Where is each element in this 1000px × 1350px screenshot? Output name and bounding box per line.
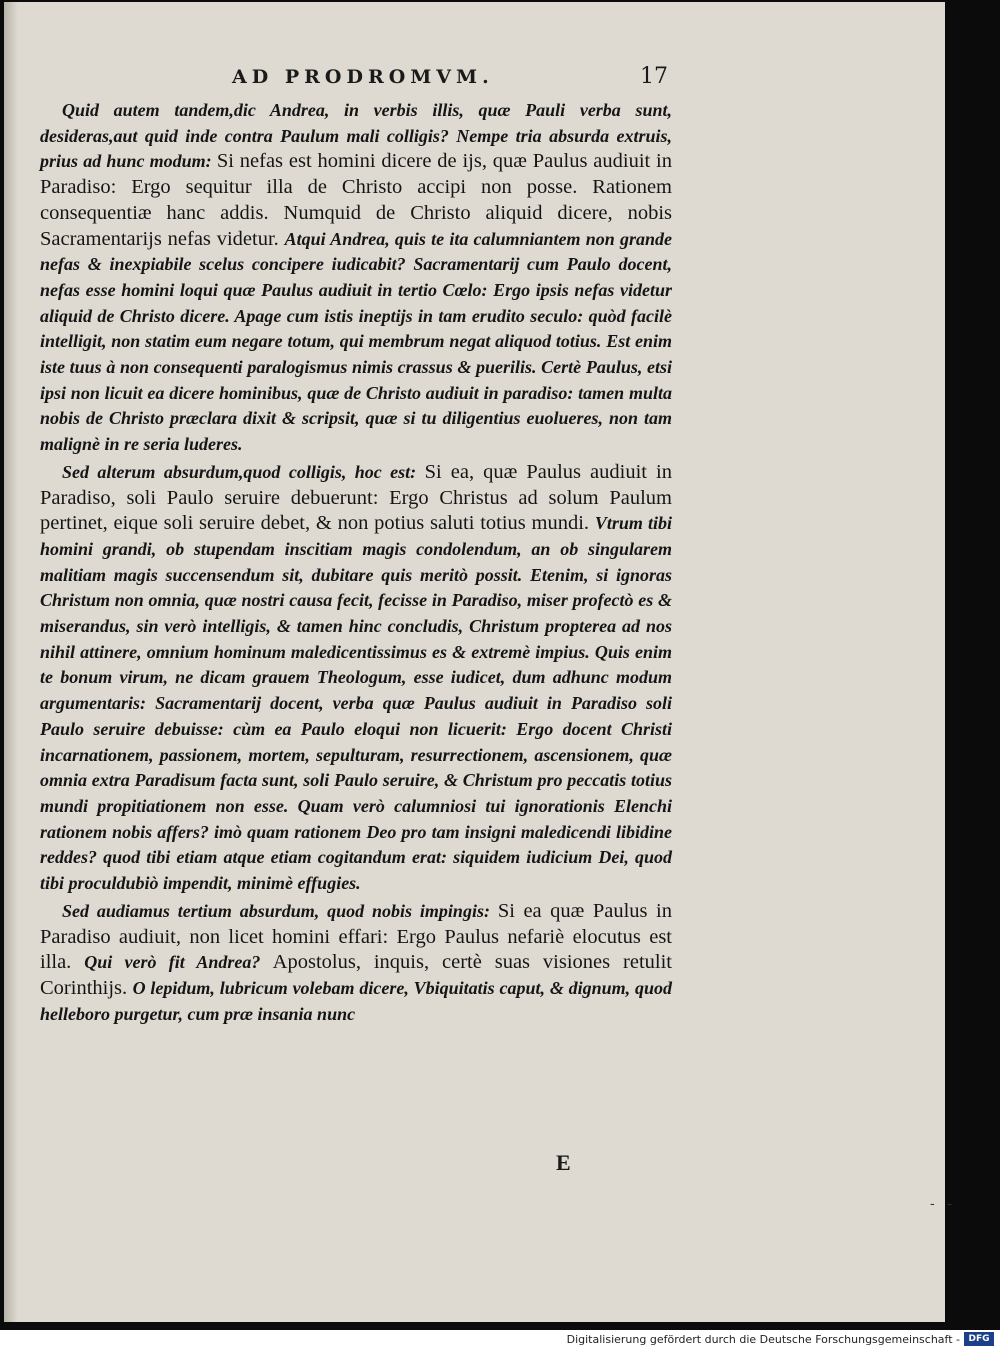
text-segment: Si nefas est homini dicere de ijs, quæ Paulus audiuit in Paradiso: Ergo sequitur illa de Christo accipi non posse. Rationem consequentiæ hanc addis. Numquid de Christo aliquid dicere, nobis Sacramentarijs nefas videtur.	[40, 150, 672, 250]
text-segment: O lepidum, lubricum volebam dicere, Vbiquitatis caput, & dignum, quod helleboro purgetur, cum præ insania nunc	[40, 977, 672, 1024]
text-segment: Qui verò fit Andrea?	[84, 952, 273, 973]
paragraph-1	[40, 98, 672, 458]
page-gutter-shadow	[4, 2, 18, 1322]
text-segment: Sed audiamus tertium absurdum, quod nobis impingis:	[62, 900, 498, 921]
text-segment: Sed alterum absurdum,quod colligis, hoc est:	[62, 461, 425, 482]
text-segment: Si ea, quæ Paulus audiuit in Paradiso, soli Paulo seruire debuerunt: Ergo Christus ad solum Paulum pertinet, eique soli seruire debet, & non potius saluti totius mundi.	[40, 460, 672, 535]
text-segment: Quid autem tandem,dic Andrea, in verbis illis, quæ Pauli verba sunt, desideras,aut quid inde contra Paulum mali colligis? Nempe tria absurda extruis, prius ad hunc modum:	[40, 100, 672, 172]
page-header	[0, 62, 941, 102]
text-segment: Si ea quæ Paulus in Paradiso audiuit, non licet homini effari: Ergo Paulus nefariè elocutus est illa.	[40, 899, 672, 974]
edge-mark: - -	[930, 1196, 956, 1212]
funding-credit: Digitalisierung gefördert durch die Deutsche Forschungsgemeinschaft -	[566, 1333, 960, 1346]
running-head: AD PRODROMVM.	[232, 66, 494, 88]
body-text	[40, 98, 672, 1029]
dfg-logo: DFG	[964, 1332, 994, 1346]
text-segment: Vtrum tibi homini grandi, ob stupendam inscitiam magis condolendum, an ob singularem malitiam magis succensendum sit, dubitare quis meritò possit. Etenim, si ignoras Christum non omnia, quæ nostri causa fecit, fecisse in Paradiso, miser profectò es & miserandus, sin verò intelligis, & tamen hinc concludis, Christum propterea ad nos nihil attinere, omnium hominum maledicentissimus es & extremè impius. Quis enim te bonum virum, ne dicam grauem Theologum, esse iudicet, dum adhunc modum argumentaris: Sacramentarij docent, verba quæ Paulus audiuit in Paradiso soli Paulo seruire debuisse: cùm ea Paulo eloqui non licuerit: Ergo docent Christi incarnationem, passionem, mortem, sepulturam, resurrectionem, ascensionem, quæ omnia extra Paradisum facta sunt, soli Paulo seruire, & Christum pro peccatis totius mundi propitiationem non esse. Quam verò calumniosi tui ignorationis Elenchi rationem nobis affers? imò quam rationem Deo pro tam insigni maledicendi libidine reddes? quod tibi etiam atque etiam cogitandum erat: siquidem iudicium Dei, quod tibi proculdubiò impendit, minimè effugies.	[40, 513, 672, 894]
text-segment: Apostolus, inquis, certè suas visiones retulit Corinthijs.	[40, 951, 672, 999]
signature-mark: E	[556, 1150, 571, 1175]
page-number: 17	[640, 64, 668, 89]
text-segment: Atqui Andrea, quis te ita calumniantem non grande nefas & inexpiabile scelus concipere iudicabit? Sacramentarij cum Paulo docent, nefas esse homini loqui quæ Paulus audiuit in tertio Cœlo: Ergo ipsis nefas videtur aliquid de Christo dicere. Apage cum istis ineptijs in tam erudito seculo: quòd facilè intelligit, non statim eum negare totum, qui membrum negat aliquod totius. Est enim iste tuus à non consequenti paralogismus nimis crassus & puerilis. Certè Paulus, etsi ipsi non licuit ea dicere hominibus, quæ de Christo audiuit in paradiso: tamen multa nobis de Christo præclara dixit & scripsit, quæ si tu diligentius euolueres, non tam malignè in re seria luderes.	[40, 228, 672, 455]
paragraph-3	[40, 899, 672, 1028]
paragraph-2	[40, 460, 672, 897]
digitization-footer	[0, 1330, 1000, 1350]
